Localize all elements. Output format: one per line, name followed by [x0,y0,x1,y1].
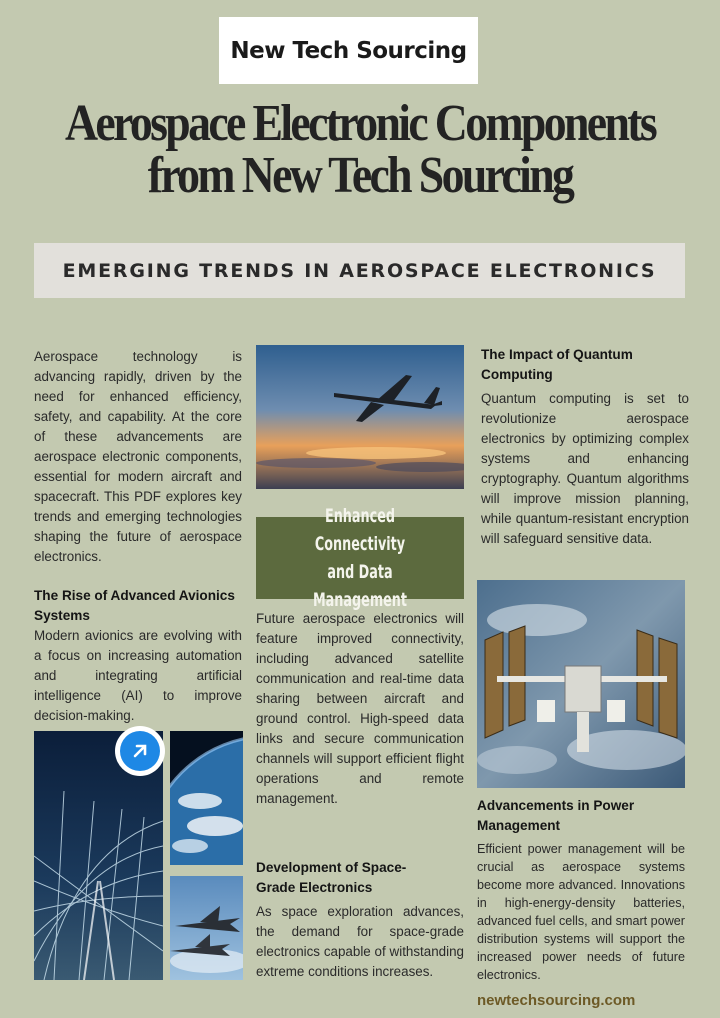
power-heading: Advancements in Power Management [477,798,635,833]
quantum-heading: The Impact of Quantum Computing [481,347,633,382]
website-link[interactable]: newtechsourcing.com [477,992,636,1009]
page-title-line2: from New Tech Sourcing [147,147,573,204]
connectivity-body: Future aerospace electronics will feature improved connectivity, including advanced satellite communication and real-time data sharing between aircraft and ground control. High-speed data links and secure communication channels will support efficient flight operations and remote management. [256,611,464,806]
space-station-image [477,580,685,788]
link-badge[interactable] [115,726,165,776]
page-title [43,95,677,204]
avionics-heading: The Rise of Advanced Avionics Systems [34,588,235,623]
avionics-body: Modern avionics are evolving with a focus on increasing automation and integrating artificial intelligence (AI) to improve decision-making. [34,628,242,723]
quantum-body: Quantum computing is set to revolutionize aerospace electronics by optimizing complex systems and enhancing cryptography. Quantum algorithms will improve mission planning, while quantum-resistant encryption will safeguard sensitive data. [481,391,689,546]
earth-image [170,731,243,865]
jets-image [170,876,243,980]
power-body: Efficient power management will be crucial as aerospace systems become more advanced. Innovations in high-energy-density batteries, advanced fuel cells, and smart power distribution systems will support the increased power needs of future electronics. [477,842,685,982]
space-grade-body: As space exploration advances, the demand for space-grade electronics capable of withstanding extreme conditions increases. [256,904,464,979]
section-banner [34,243,685,298]
arrow-up-right-icon[interactable] [120,731,160,771]
logo [219,17,478,84]
page-title-line1: Aerospace Electronic Components [64,95,656,152]
logo-text: New Tech Sourcing [230,37,467,64]
space-grade-heading: Development of Space-Grade Electronics [256,860,407,895]
connectivity-box [256,505,464,611]
airplane-sunset-image [256,345,464,489]
section-banner-text: EMERGING TRENDS IN AEROSPACE ELECTRONICS [62,259,657,282]
intro-text: Aerospace technology is advancing rapidly, driven by the need for enhanced efficiency, safety, and capability. At the core of these advancements are aerospace electronic components, essential for modern aircraft and spacecraft. This PDF explores key trends and emerging technologies shaping the future of aerospace electronics. [34,349,242,564]
connectivity-title-line1: Enhanced Connectivity [314,505,406,555]
connectivity-title-line2: and Data Management [312,561,408,611]
